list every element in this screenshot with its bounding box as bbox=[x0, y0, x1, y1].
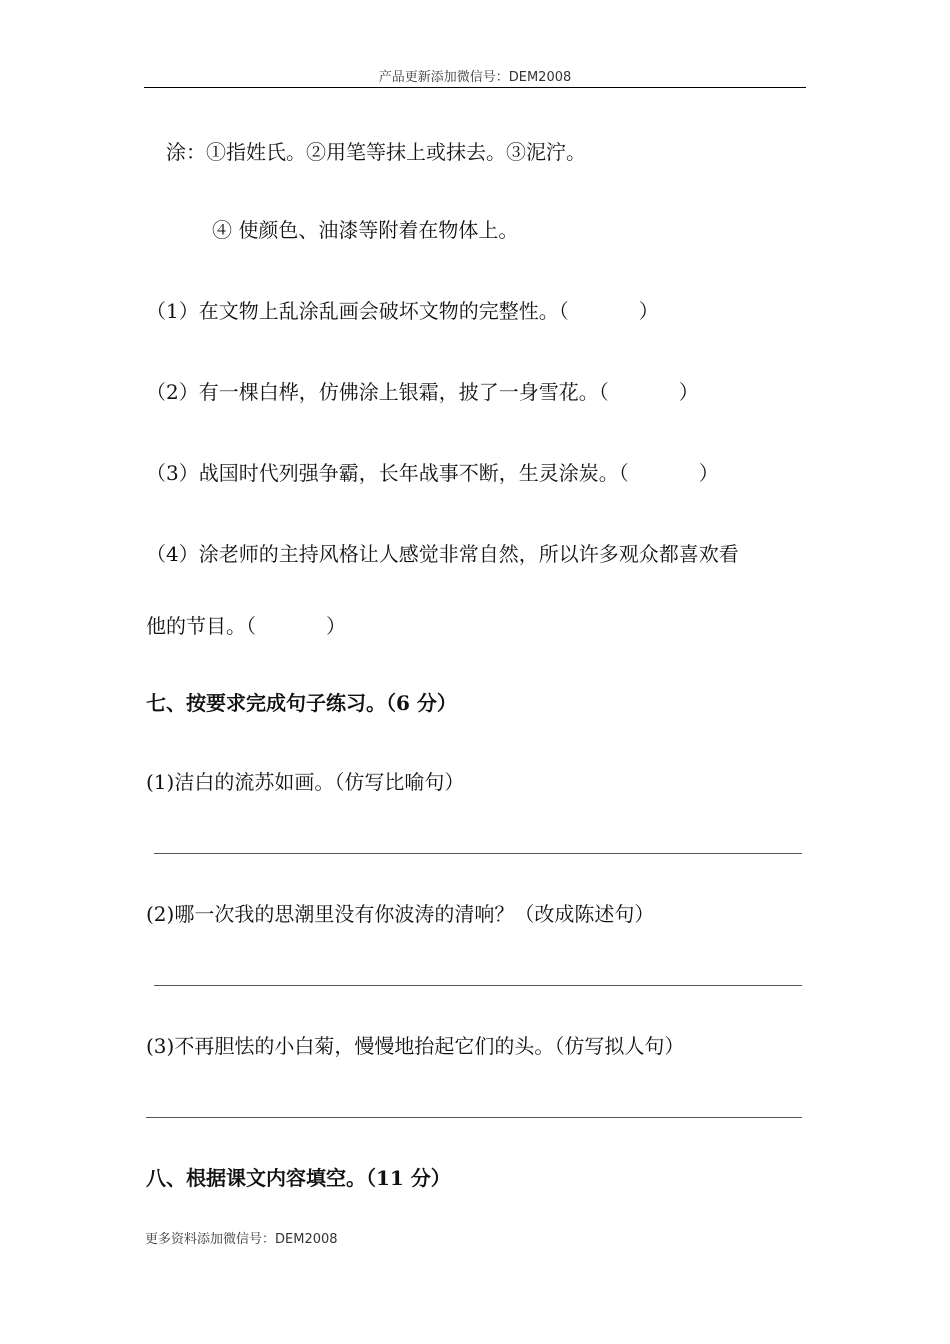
header-rule bbox=[144, 87, 806, 88]
section-7-item-3: (3)不再胆怯的小白菊，慢慢地抬起它们的头。（仿写拟人句） bbox=[146, 1034, 685, 1058]
section-8-title: 八、根据课文内容填空。（11 分） bbox=[146, 1166, 451, 1190]
answer-line-3[interactable] bbox=[146, 1117, 802, 1118]
question-2-close-paren: ） bbox=[678, 380, 699, 404]
question-3-text: （3）战国时代列强争霸，长年战事不断，生灵涂炭。（ bbox=[146, 461, 629, 485]
answer-line-2[interactable] bbox=[154, 985, 802, 986]
question-4-line-2 bbox=[146, 612, 346, 640]
section-7-title: 七、按要求完成句子练习。（6 分） bbox=[146, 691, 457, 715]
section-7-item-1: (1)洁白的流苏如画。（仿写比喻句） bbox=[146, 770, 465, 794]
definition-line-1: 涂：①指姓氏。②用笔等抹上或抹去。③泥泞。 bbox=[166, 140, 586, 164]
question-2-text: （2）有一棵白桦，仿佛涂上银霜，披了一身雪花。（ bbox=[146, 380, 609, 404]
question-1-text: （1）在文物上乱涂乱画会破坏文物的完整性。（ bbox=[146, 299, 569, 323]
question-1-close-paren: ） bbox=[638, 299, 659, 323]
definition-line-2: ④ 使颜色、油漆等附着在物体上。 bbox=[212, 218, 519, 242]
question-3 bbox=[146, 459, 719, 487]
answer-line-1[interactable] bbox=[154, 853, 802, 854]
question-4-close-paren: ） bbox=[326, 614, 346, 638]
page-footer: 更多资料添加微信号：DEM2008 bbox=[145, 1232, 338, 1247]
section-7-item-2: (2)哪一次我的思潮里没有你波涛的清响？（改成陈述句） bbox=[146, 902, 655, 926]
page-header: 产品更新添加微信号：DEM2008 bbox=[378, 70, 572, 85]
question-3-close-paren: ） bbox=[698, 461, 719, 485]
question-2 bbox=[146, 378, 699, 406]
question-4-line-1: （4）涂老师的主持风格让人感觉非常自然，所以许多观众都喜欢看 bbox=[146, 542, 739, 566]
question-4-text: 他的节目。（ bbox=[146, 614, 256, 638]
question-1 bbox=[146, 297, 659, 325]
